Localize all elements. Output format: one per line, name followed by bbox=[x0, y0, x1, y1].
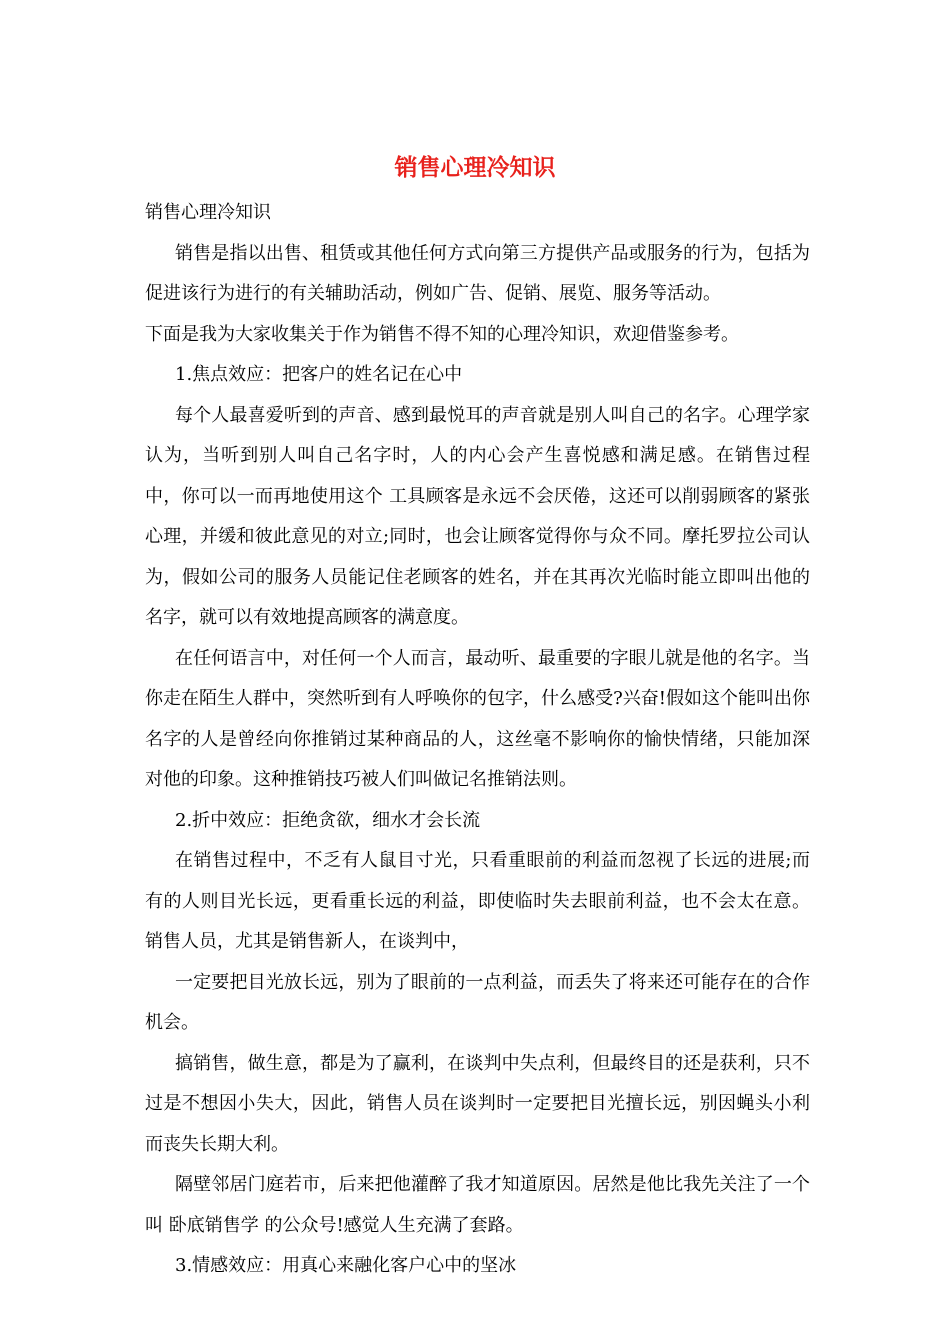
body-paragraph: 每个人最喜爱听到的声音、感到最悦耳的声音就是别人叫自己的名字。心理学家认为，当听到别人叫自己名字时，人的内心会产生喜悦感和满足感。在销售过程中，你可以一而再地使用这个 工具顾客是永远不会厌倦，这还可以削弱顾客的紧张心理，并缓和彼此意见的对立;同时，也会让顾客觉得你与众不同。摩托罗拉公司认为，假如公司的服务人员能记住老顾客的姓名，并在其再次光临时能立即叫出他的名字，就可以有效地提高顾客的满意度。 bbox=[145, 404, 810, 628]
body-paragraph: 搞销售，做生意，都是为了赢利，在谈判中失点利，但最终目的还是获利，只不过是不想因小失大，因此，销售人员在谈判时一定要把目光擅长远，别因蝇头小利而丧失长期大利。 bbox=[145, 1052, 810, 1155]
body-paragraph: 在任何语言中，对任何一个人而言，最动听、最重要的字眼儿就是他的名字。当你走在陌生人群中，突然听到有人呼唤你的包字，什么感受?兴奋!假如这个能叫出你名字的人是曾经向你推销过某种商品的人，这丝毫不影响你的愉快情绪，只能加深对他的印象。这种推销技巧被人们叫做记名推销法则。 bbox=[145, 647, 810, 790]
intro-paragraph: 销售是指以出售、租赁或其他任何方式向第三方提供产品或服务的行为，包括为促进该行为进行的有关辅助活动，例如广告、促销、展览、服务等活动。 bbox=[145, 242, 810, 304]
document-title: 销售心理冷知识 bbox=[394, 154, 556, 181]
collection-paragraph: 下面是我为大家收集关于作为销售不得不知的心理冷知识，欢迎借鉴参考。 bbox=[145, 323, 739, 345]
document-body bbox=[145, 193, 810, 1287]
section-heading-2: 2.折中效应：拒绝贪欲，细水才会长流 bbox=[175, 809, 481, 831]
body-paragraph: 在销售过程中，不乏有人鼠目寸光，只看重眼前的利益而忽视了长远的进展;而有的人则目光长远，更看重长远的利益，即使临时失去眼前利益，也不会太在意。销售人员，尤其是销售新人，在谈判中， bbox=[145, 850, 810, 952]
body-paragraph: 隔壁邻居门庭若市，后来把他灌醉了我才知道原因。居然是他比我先关注了一个叫 卧底销售学 的公众号!感觉人生充满了套路。 bbox=[145, 1174, 810, 1236]
subtitle-paragraph: 销售心理冷知识 bbox=[145, 202, 271, 223]
section-heading-3: 3.情感效应：用真心来融化客户心中的坚冰 bbox=[175, 1255, 517, 1276]
body-paragraph: 一定要把目光放长远，别为了眼前的一点利益，而丢失了将来还可能存在的合作机会。 bbox=[145, 971, 810, 1033]
section-heading-1: 1.焦点效应：把客户的姓名记在心中 bbox=[175, 364, 463, 385]
